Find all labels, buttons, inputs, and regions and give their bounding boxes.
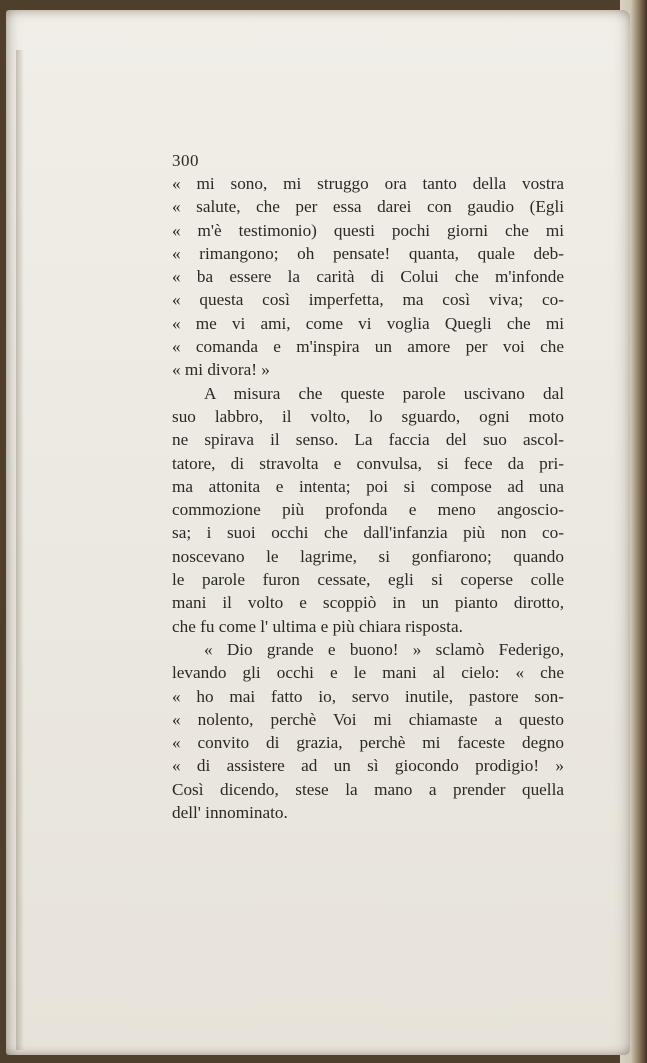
text-line: « convito di grazia, perchè mi faceste degno	[172, 733, 564, 753]
text-line: A misura che queste parole uscivano dal	[204, 383, 564, 403]
page-number: 300	[172, 151, 199, 170]
text-line: « salute, che per essa darei con gaudio (Egli	[172, 197, 564, 217]
text-line: Così dicendo, stese la mano a prender quella	[172, 779, 564, 799]
page-text-block	[172, 150, 564, 824]
text-line: « m'è testimonio) questi pochi giorni che mi	[172, 220, 564, 240]
text-line: « di assistere ad un sì giocondo prodigio! »	[172, 756, 564, 776]
text-line: mani il volto e scoppiò in un pianto dirotto,	[172, 593, 564, 613]
text-line: « comanda e m'inspira un amore per voi che	[172, 337, 564, 357]
text-line: tatore, di stravolta e convulsa, si fece da pri-	[172, 453, 564, 473]
text-line: noscevano le lagrime, si gonfiarono; quando	[172, 546, 564, 566]
text-line: levando gli occhi e le mani al cielo: « che	[172, 663, 564, 683]
text-line: sa; i suoi occhi che dall'infanzia più non co-	[172, 523, 564, 543]
text-line: ne spirava il senso. La faccia del suo ascol-	[172, 430, 564, 450]
page-fold-shadow	[16, 50, 24, 1050]
text-line: « nolento, perchè Voi mi chiamaste a questo	[172, 709, 564, 729]
text-line: « Dio grande e buono! » sclamò Federigo,	[204, 639, 564, 659]
text-line: « ba essere la carità di Colui che m'infonde	[172, 267, 564, 287]
text-line: « mi divora! »	[172, 360, 270, 380]
text-line: « questa così imperfetta, ma così viva; co-	[172, 290, 564, 310]
text-lines	[172, 172, 564, 824]
text-line: « me vi ami, come vi voglia Quegli che mi	[172, 313, 564, 333]
text-line: « mi sono, mi struggo ora tanto della vostra	[172, 174, 564, 193]
text-line: ma attonita e intenta; poi si compose ad una	[172, 476, 564, 496]
text-line: « rimangono; oh pensate! quanta, quale deb-	[172, 243, 564, 263]
text-line: le parole furon cessate, egli si coperse colle	[172, 570, 564, 590]
text-line: commozione più profonda e meno angoscio-	[172, 500, 564, 520]
text-line: dell' innominato.	[172, 803, 288, 823]
text-line: suo labbro, il volto, lo sguardo, ogni moto	[172, 406, 564, 426]
text-line: « ho mai fatto io, servo inutile, pastore son-	[172, 686, 564, 706]
text-line: che fu come l' ultima e più chiara risposta.	[172, 616, 463, 636]
